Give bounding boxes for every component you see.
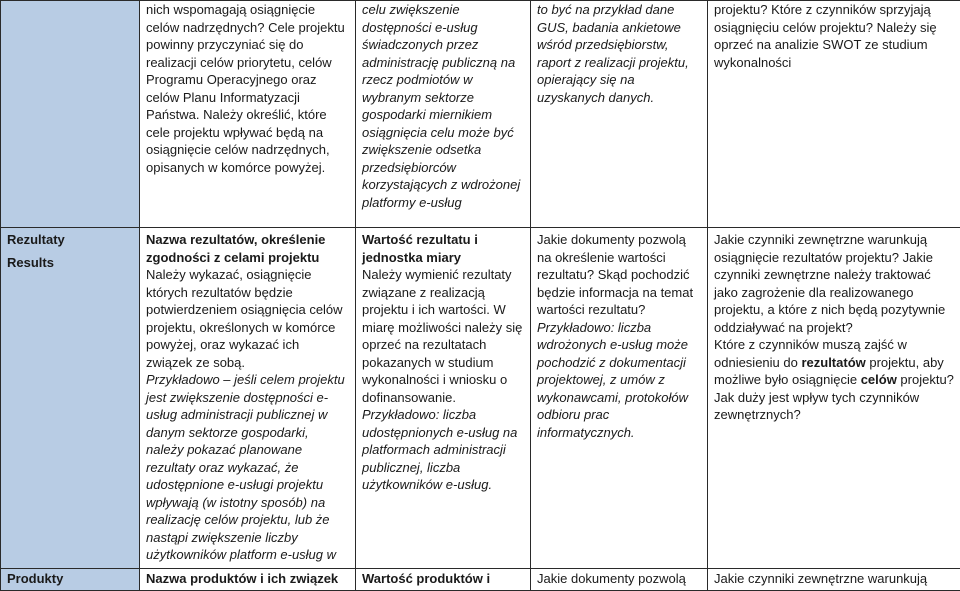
results-description-heading: Nazwa rezultatów, określenie zgodności z celami projektu — [146, 231, 349, 266]
cell-results-assumptions — [708, 228, 960, 569]
cell-results-sources — [531, 228, 708, 569]
results-label-pl: Rezultaty — [7, 231, 133, 249]
table-row-products — [1, 569, 960, 591]
cell-products-description: Nazwa produktów i ich związek — [140, 569, 356, 591]
results-value-body: Należy wymienić rezultaty związane z realizacją projektu i ich wartości. W miarę możliwości należy się oprzeć na rezultatach pokazanych w studium wykonalności i wniosku o dofinansowanie. — [362, 266, 524, 406]
cell-objectives-description: nich wspomagają osiągnięcie celów nadrzędnych? Cele projektu powinny przyczyniać się do realizacji celów priorytetu, celów Programu Operacyjnego oraz celów Planu Informatyzacji Państwa. Należy określić, które cele projektu wpływać będą na osiągnięcie celów nadrzędnych, opisanych w komórce powyżej. — [140, 1, 356, 228]
cell-objectives-assumptions: projektu? Które z czynników sprzyjają osiągnięciu celów projektu? Należy się oprzeć na analizie SWOT ze studium wykonalności — [708, 1, 960, 228]
results-sources-example: Przykładowo: liczba wdrożonych e-usług może pochodzić z dokumentacji projektowej, z umów z wykonawcami, protokołów odbioru prac informatycznych. — [537, 319, 701, 442]
cell-products-assumptions: Jakie czynniki zewnętrzne warunkują — [708, 569, 960, 591]
results-assumptions-p2: Które z czynników muszą zajść w odniesieniu do rezultatów projektu, aby możliwe było osiągnięcie celów projektu? Jak duży jest wpływ tych czynników zewnętrznych? — [714, 336, 954, 424]
results-sources-body: Jakie dokumenty pozwolą na określenie wartości rezultatu? Skąd pochodzić będzie informacja na temat wartości rezultatu? — [537, 231, 701, 319]
results-value-heading: Wartość rezultatu i jednostka miary — [362, 231, 524, 266]
results-assumptions-p1: Jakie czynniki zewnętrzne warunkują osiągnięcie rezultatów projektu? Jakie czynniki zewnętrzne należy traktować jako zagrożenie dla realizowanego projektu, a które z nich będą pozytywnie oddziaływać na projekt? — [714, 231, 954, 336]
results-label-en: Results — [7, 254, 133, 272]
cell-objectives-indicator-example: celu zwiększenie dostępności e-usług świadczonych przez administrację publiczną na rzecz podmiotów w wybranym sektorze gospodarki miernikiem osiągnięcia celu może być zwiększenie odsetka przedsiębiorców korzystających z wdrożonej platformy e-usług — [356, 1, 531, 228]
cell-products-sources: Jakie dokumenty pozwolą — [531, 569, 708, 591]
table-row-results — [1, 228, 960, 569]
results-description-example: Przykładowo – jeśli celem projektu jest zwiększenie dostępności e-usług administracji publicznej w danym sektorze gospodarki, należy pokazać planowane rezultaty oraz wykazać, że udostępnione e-usługi projektu wpływają (w istotny sposób) na realizację celów projektu, lub że nastąpi zwiększenie liczby użytkowników platform e-usług w — [146, 371, 349, 564]
row-label-results — [1, 228, 140, 569]
table-row-objectives-continued — [1, 1, 960, 228]
row-label-empty — [1, 1, 140, 228]
results-value-example: Przykładowo: liczba udostępnionych e-usług na platformach administracji publicznej, liczba użytkowników e-usług. — [362, 406, 524, 494]
cell-objectives-sources-example: to być na przykład dane GUS, badania ankietowe wśród przedsiębiorstw, raport z realizacji projektu, opierający się na uzyskanych danych. — [531, 1, 708, 228]
cell-products-value: Wartość produktów i — [356, 569, 531, 591]
cell-results-value — [356, 228, 531, 569]
results-description-body: Należy wykazać, osiągnięcie których rezultatów będzie potwierdzeniem osiągnięcia celów projektu, określonych w komórce powyżej, oraz wykazać ich związek ze sobą. — [146, 266, 349, 371]
row-label-products: Produkty — [1, 569, 140, 591]
cell-results-description — [140, 228, 356, 569]
